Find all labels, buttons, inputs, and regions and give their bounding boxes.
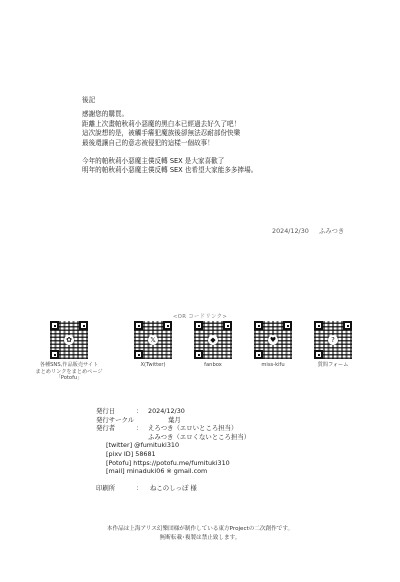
qr-label [34,362,104,382]
qr-item-question-form[interactable] [298,321,368,369]
qr-item-potofu[interactable] [34,321,104,382]
colophon-gap [96,476,250,484]
qr-label-line: 各種SNS,作品販売サイト [39,362,99,368]
colophon-author-row-2 [96,433,250,442]
afterword-line: 感謝您的購買。 [82,110,129,119]
colophon-potofu[interactable]: [Potofu] https://potofu.me/fumituki310 [106,458,230,467]
colophon-sep: ： [136,407,143,415]
colophon-author-row [96,424,250,433]
colophon-circle-key: 発行サークル [96,415,135,424]
qr-code-row [0,321,400,401]
afterword-line: 這次說想的是，被觸手癢犯魔族後卻無法忍耐部份快樂 [82,129,241,138]
note-line: 無断転載･複製は禁止致します。 [159,535,241,541]
afterword-line: 距離上次畫帕秋莉小惡魔的黑白本已經過去好久了吧！ [82,119,241,128]
colophon-date-key: 発行日 [96,407,116,415]
colophon-mail[interactable]: [mail] minaduki06 ※ gmail.com [106,467,208,476]
qr-label-line: X(Twitter) [140,362,166,368]
qr-code-icon[interactable]: ◆ [194,321,232,359]
afterword-title: 後記 [82,96,96,104]
colophon-printer-row [96,484,250,493]
qr-label-line: miss-kifu [261,362,285,368]
qr-label [298,362,368,369]
afterword-author: ふみつき [318,227,345,235]
qr-code-icon[interactable]: ✿ [50,321,88,359]
qr-label-line: fanbox [204,362,222,368]
colophon-pixiv[interactable]: [pixv ID] 58681 [106,449,156,458]
afterword-line: 今年的帕秋莉小惡魔主僕反轉 SEX 是大家喜歡了 [82,157,225,166]
colophon-sep: ： [136,483,143,492]
colophon-sep: ： [136,424,143,433]
colophon [96,407,250,492]
colophon-date-row [96,407,250,416]
colophon-author-2: ふみつき（エロくないところ担当） [148,432,251,441]
qr-label-line: 「Potofu」 [55,375,83,382]
colophon-date-value: 2024/12/30 [148,407,185,415]
colophon-author-1: えろつき（エロいところ担当） [148,424,238,433]
afterword-signature [272,226,344,235]
colophon-circle-row [96,416,250,425]
paragraph-gap [82,148,382,157]
qr-code-icon[interactable]: ? [314,321,352,359]
qr-links-title: <OR コードリンク> [172,314,228,320]
qr-code-icon[interactable]: 𝕏 [134,321,172,359]
colophon-twitter[interactable]: [twitter] @fumituki310 [106,441,180,450]
afterword-date: 2024/12/30 [272,227,309,235]
afterword-section [82,96,382,176]
qr-label-line: まとめリンクをまとめページ [35,368,103,375]
colophon-printer-key: 印刷所 [96,483,116,492]
colophon-author-key: 発行者 [96,424,116,433]
colophon-circle-value: 葉月 [168,415,181,424]
qr-code-icon[interactable]: ♥ [254,321,292,359]
afterword-line: 明年的帕秋莉小惡魔主僕反轉 SEX 也希望大家能多多捧場。 [82,166,258,175]
qr-label-line: 質問フォーム [317,362,349,368]
afterword-line: 最後還讓自己的意志被侵犯的這樣一個故事！ [82,138,214,147]
colophon-printer-value: ねこのしっぽ 様 [150,483,197,492]
copyright-notes [0,525,400,543]
note-line: 本作品は上海アリス幻樂団様が制作している東方Projectの二次創作です。 [106,526,294,532]
